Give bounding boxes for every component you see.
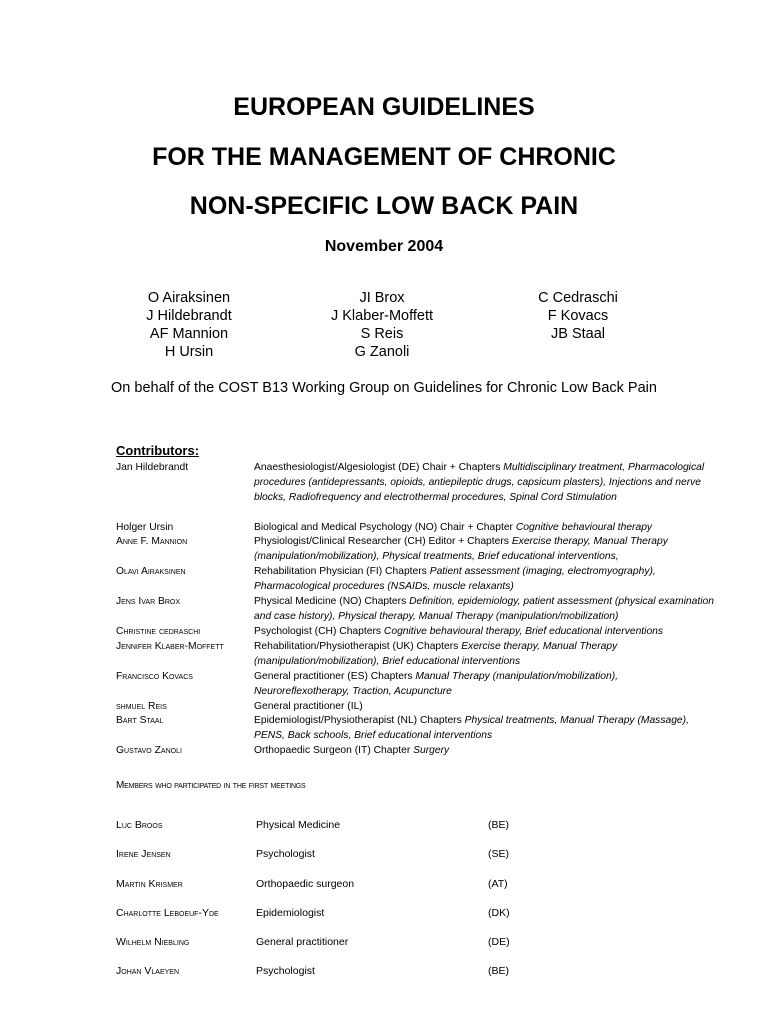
contributor-topics: Patient assessment (imaging, electromyography), Pharmacological procedures (NSAIDs, muscle relaxants) (254, 566, 656, 592)
member-country: (BE) (488, 819, 509, 831)
contributor-desc: Biological and Medical Psychology (NO) Chair + Chapter (254, 522, 516, 533)
contributor-name: Holger Ursin (116, 522, 174, 533)
contributor-role (254, 624, 714, 639)
contributor-topics: Exercise therapy, Manual Therapy (manipulation/mobilization), Physical treatments, Brief educational interventions, (254, 536, 668, 562)
contributor-role (254, 564, 714, 594)
publication-date: November 2004 (324, 238, 444, 255)
author-name: AF Mannion (149, 326, 229, 342)
contributor-name: Bart Staal (116, 715, 164, 726)
author-column-2 (272, 289, 492, 361)
contributor-name: Jens Ivar Brox (116, 596, 181, 607)
contributor-role (254, 669, 714, 699)
contributor-topics: Manual Therapy (manipulation/mobilization), Neuroreflexotherapy, Traction, Acupuncture (254, 671, 618, 697)
contributor-role (254, 713, 714, 743)
contributor-name: shmuel Reis (116, 701, 167, 712)
contributor-role (254, 639, 714, 669)
member-name: Johan Vlaeyen (116, 965, 180, 977)
contributor-desc: Rehabilitation Physician (FI) Chapters (254, 566, 430, 577)
contributor-desc: Rehabilitation/Physiotherapist (UK) Chapters (254, 641, 462, 652)
contributor-role (254, 699, 714, 714)
contributor-topics: Cognitive behavioural therapy (515, 522, 653, 533)
author-name: JI Brox (359, 290, 405, 306)
member-role: Epidemiologist (256, 907, 325, 919)
member-name: Wilhelm Niebling (116, 936, 190, 948)
member-name: Luc Broos (116, 819, 163, 831)
author-name: J Hildebrandt (146, 308, 232, 324)
author-name: H Ursin (164, 344, 214, 360)
author-name: J Klaber-Moffett (330, 308, 434, 324)
contributor-name: Olavi Airaksinen (116, 566, 186, 577)
working-group-statement: On behalf of the COST B13 Working Group on Guidelines for Chronic Low Back Pain (111, 380, 657, 396)
contributor-role (254, 743, 714, 758)
contributor-desc: Epidemiologist/Physiotherapist (NL) Chapters (254, 715, 465, 726)
contributor-desc: Anaesthesiologist/Algesiologist (DE) Chair + Chapters (254, 462, 504, 473)
member-name: Martin Krismer (116, 878, 183, 890)
member-name: Irene Jensen (116, 848, 171, 860)
author-name: S Reis (360, 326, 404, 342)
contributor-name: Anne F. Mannion (116, 536, 188, 547)
member-country: (SE) (488, 848, 509, 860)
contributor-name: Jan Hildebrandt (116, 462, 189, 473)
contributor-desc: General practitioner (ES) Chapters (254, 671, 416, 682)
author-name: JB Staal (551, 326, 605, 342)
member-country: (AT) (488, 878, 508, 890)
contributor-topics: Definition, epidemiology, patient assessment (physical examination and case history), Physical therapy, Manual Therapy (manipulation/mobilization) (254, 596, 714, 622)
author-name: F Kovacs (547, 308, 609, 324)
member-country: (DK) (488, 907, 510, 919)
contributor-topics: Multidisciplinary treatment, Pharmacological procedures (antidepressants, opioids, antiepileptic drugs, capsicum plasters), Injections and nerve blocks, Radiofrequency and electrothermal procedures, Spinal Cord Stimulation (254, 462, 705, 503)
contributor-desc: Physical Medicine (NO) Chapters (254, 596, 410, 607)
member-row (116, 848, 636, 866)
author-name: G Zanoli (354, 344, 410, 360)
member-row (116, 878, 636, 896)
contributor-role (254, 594, 714, 624)
author-column-1 (79, 289, 299, 361)
contributor-topics: Exercise therapy, Manual Therapy (manipulation/mobilization), Brief educational interventions (254, 641, 618, 667)
member-name: Charlotte Leboeuf-Yde (116, 907, 219, 919)
contributor-topics: Cognitive behavioural therapy, Brief educational interventions (383, 626, 664, 637)
member-row (116, 819, 636, 837)
title-line-1: EUROPEAN GUIDELINES (233, 93, 535, 121)
contributor-name: Francisco Kovacs (116, 671, 193, 682)
title-line-3: NON-SPECIFIC LOW BACK PAIN (189, 192, 579, 220)
contributor-desc: Psychologist (CH) Chapters (254, 626, 384, 637)
contributor-name: Christine cedraschi (116, 626, 201, 637)
contributor-desc: Physiologist/Clinical Researcher (CH) Editor + Chapters (254, 536, 512, 547)
member-country: (DE) (488, 936, 510, 948)
member-row (116, 907, 636, 925)
contributor-topics: Surgery (413, 745, 450, 756)
member-role: General practitioner (256, 936, 349, 948)
member-role: Orthopaedic surgeon (256, 878, 355, 890)
author-column-3 (468, 289, 688, 343)
contributor-role (254, 534, 714, 564)
contributor-role (254, 520, 714, 535)
member-row (116, 965, 636, 983)
contributor-name: Gustavo Zanoli (116, 745, 182, 756)
members-heading: Members who participated in the first meetings (116, 780, 306, 791)
contributor-desc: General practitioner (IL) (254, 701, 363, 712)
author-name: O Airaksinen (147, 290, 231, 306)
contributor-desc: Orthopaedic Surgeon (IT) Chapter (254, 745, 414, 756)
member-role: Physical Medicine (256, 819, 341, 831)
member-role: Psychologist (256, 965, 315, 977)
member-country: (BE) (488, 965, 509, 977)
author-name: C Cedraschi (538, 290, 618, 306)
contributor-topics: Physical treatments, Manual Therapy (Massage), PENS, Back schools, Brief educational interventions (254, 715, 689, 741)
contributor-role (254, 460, 714, 505)
member-row (116, 936, 636, 954)
member-role: Psychologist (256, 848, 315, 860)
title-line-2: FOR THE MANAGEMENT OF CHRONIC (152, 143, 616, 171)
contributors-heading: Contributors: (116, 443, 200, 458)
contributor-name: Jennifer Klaber-Moffett (116, 641, 224, 652)
